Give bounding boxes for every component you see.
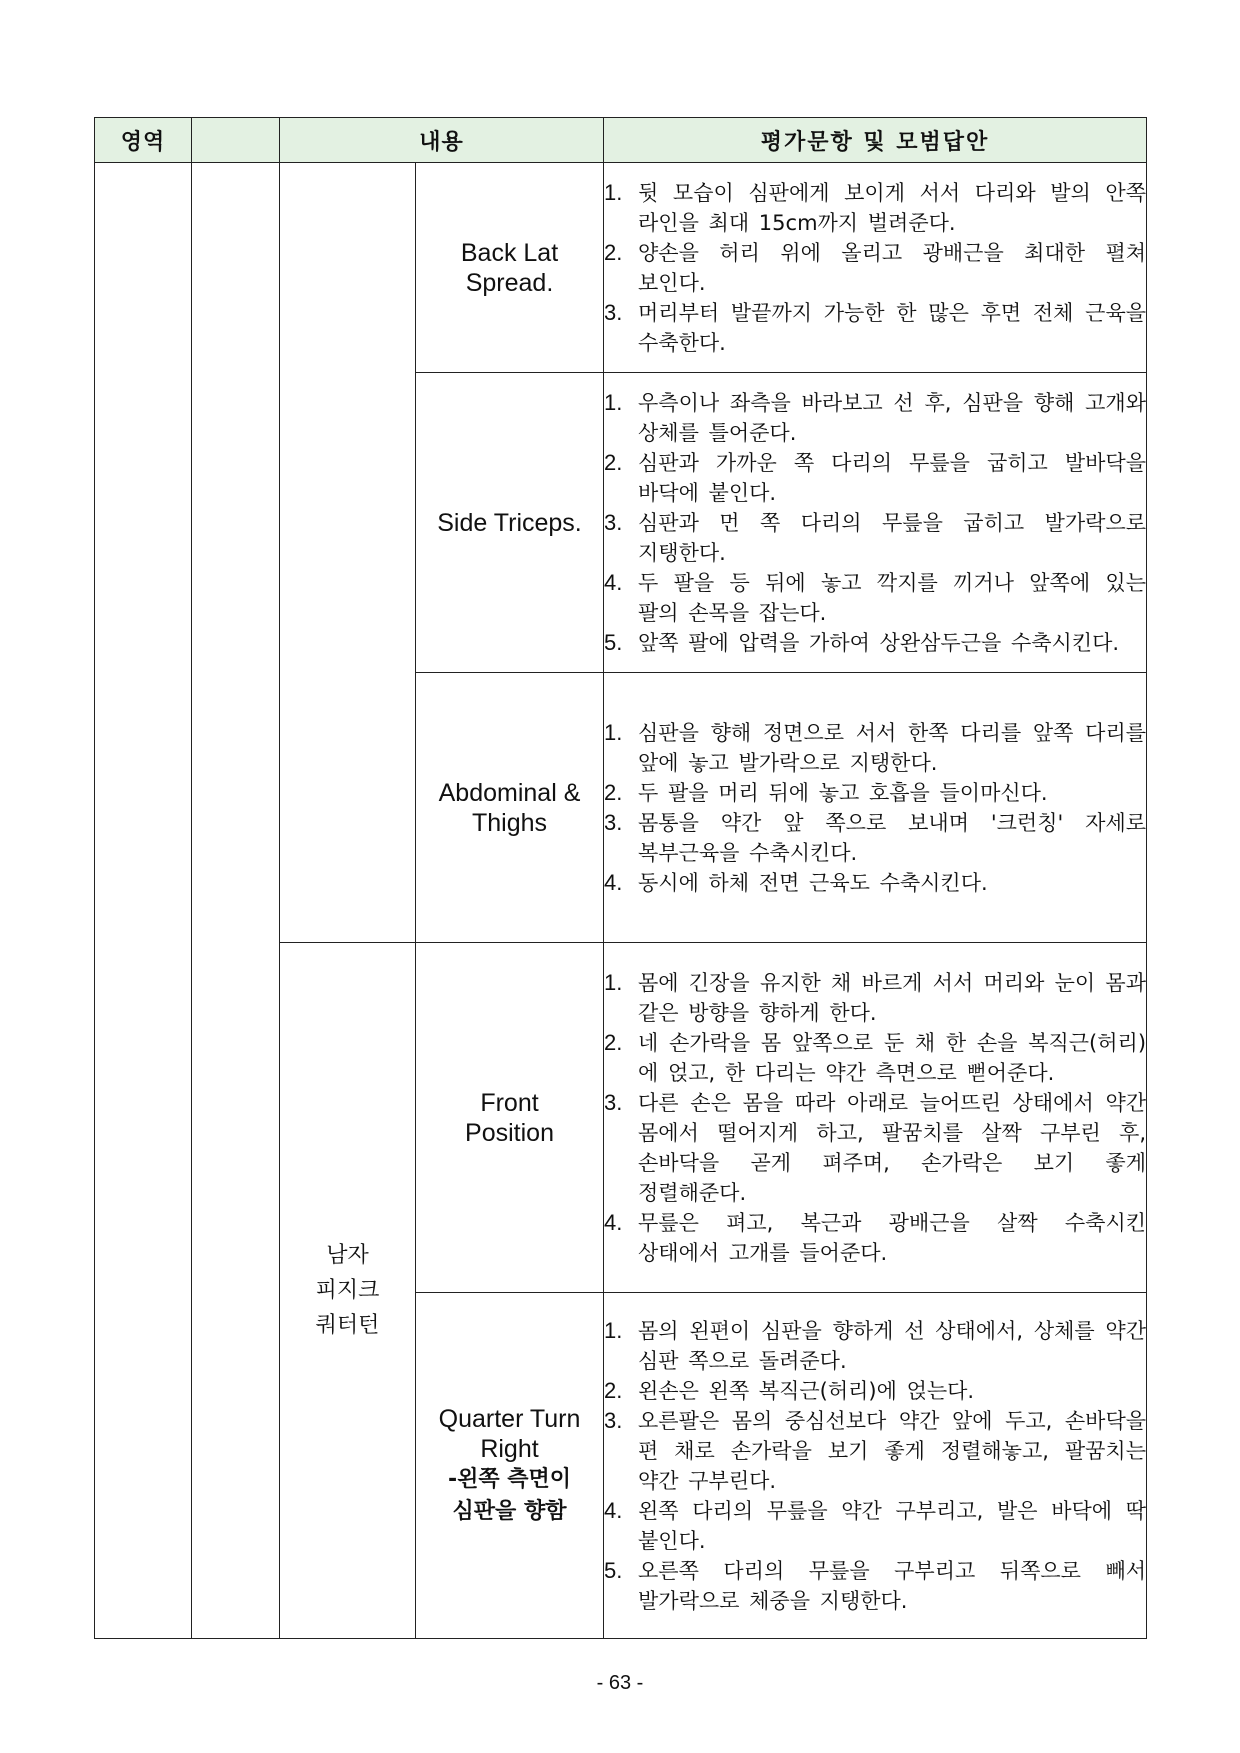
steps-cell — [604, 673, 1147, 943]
category-line: 남자 — [326, 1243, 369, 1268]
steps-cell — [604, 1293, 1147, 1639]
pose-name — [416, 673, 604, 943]
evaluation-table — [94, 117, 1147, 1639]
step-item — [604, 448, 1146, 508]
step-text: 오른팔은 몸의 중심선보다 약간 앞에 두고, 손바닥을 편 채로 손가락을 보기 좋게 정렬해놓고, 팔꿈치는 약간 구부린다. — [638, 1408, 1147, 1493]
pose-name-line: Front — [480, 1088, 539, 1117]
pose-name-line: Position — [465, 1118, 554, 1147]
step-item — [604, 718, 1146, 778]
step-item — [604, 1556, 1146, 1616]
table-row — [95, 163, 1147, 373]
pose-name-line: Abdominal & — [438, 778, 581, 807]
step-item — [604, 298, 1146, 358]
step-number: 3. — [604, 509, 623, 535]
area-cell — [95, 163, 192, 1639]
step-item — [604, 1088, 1146, 1208]
step-number: 3. — [604, 1407, 623, 1433]
steps-cell — [604, 943, 1147, 1293]
step-item — [604, 508, 1146, 568]
pose-name-line: Back Lat — [460, 238, 559, 267]
steps-list — [604, 1316, 1146, 1616]
step-number: 3. — [604, 1089, 623, 1115]
step-item — [604, 1028, 1146, 1088]
step-text: 뒷 모습이 심판에게 보이게 서서 다리와 발의 안쪽 라인을 최대 15cm까지 벌려준다. — [638, 180, 1147, 235]
pose-subtitle-line: 심판을 향함 — [452, 1498, 567, 1524]
step-item — [604, 868, 1146, 898]
step-item — [604, 238, 1146, 298]
pose-name — [416, 1293, 604, 1639]
step-item — [604, 1208, 1146, 1268]
step-number: 2. — [604, 1029, 623, 1055]
step-number: 4. — [604, 569, 623, 595]
step-item — [604, 388, 1146, 448]
step-number: 2. — [604, 1377, 623, 1403]
pose-name — [416, 163, 604, 373]
step-number: 3. — [604, 809, 623, 835]
steps-list — [604, 178, 1146, 358]
step-item — [604, 568, 1146, 628]
step-number: 1. — [604, 1317, 623, 1343]
step-text: 왼손은 왼쪽 복직근(허리)에 얹는다. — [638, 1378, 975, 1403]
category-cell — [280, 163, 416, 943]
step-item — [604, 968, 1146, 1028]
step-number: 5. — [604, 1557, 623, 1583]
step-text: 왼쪽 다리의 무릎을 약간 구부리고, 발은 바닥에 딱 붙인다. — [638, 1498, 1147, 1553]
step-number: 1. — [604, 969, 623, 995]
step-number: 5. — [604, 629, 623, 655]
pose-name-line: Right — [480, 1434, 539, 1463]
pose-name-line: Thighs — [471, 808, 548, 837]
step-number: 2. — [604, 779, 623, 805]
step-number: 2. — [604, 239, 623, 265]
step-item — [604, 178, 1146, 238]
step-number: 1. — [604, 719, 623, 745]
step-text: 다른 손은 몸을 따라 아래로 늘어뜨린 상태에서 약간 몸에서 떨어지게 하고, 팔꿈치를 살짝 구부린 후, 손바닥을 곧게 펴주며, 손가락은 보기 좋게 정렬해준다. — [638, 1090, 1147, 1205]
step-text: 두 팔을 머리 뒤에 놓고 호흡을 들이마신다. — [638, 780, 1048, 805]
steps-list — [604, 388, 1146, 658]
step-item — [604, 808, 1146, 868]
header-evaluation: 평가문항 및 모범답안 — [604, 118, 1147, 163]
step-item — [604, 1316, 1146, 1376]
step-item — [604, 1376, 1146, 1406]
step-text: 심판과 가까운 쪽 다리의 무릎을 굽히고 발바닥을 바닥에 붙인다. — [638, 450, 1147, 505]
step-text: 심판과 먼 쪽 다리의 무릎을 굽히고 발가락으로 지탱한다. — [638, 510, 1147, 565]
steps-list — [604, 968, 1146, 1268]
step-text: 몸의 왼편이 심판을 향하게 선 상태에서, 상체를 약간 심판 쪽으로 돌려준다. — [638, 1318, 1147, 1373]
step-item — [604, 628, 1146, 658]
category-line: 피지크 — [315, 1278, 380, 1303]
step-number: 3. — [604, 299, 623, 325]
pose-name — [416, 943, 604, 1293]
category-line: 쿼터턴 — [315, 1313, 380, 1338]
category-cell — [280, 943, 416, 1639]
step-text: 우측이나 좌측을 바라보고 선 후, 심판을 향해 고개와 상체를 틀어준다. — [638, 390, 1147, 445]
step-text: 앞쪽 팔에 압력을 가하여 상완삼두근을 수축시킨다. — [638, 630, 1120, 655]
header-area: 영역 — [95, 118, 192, 163]
pose-subtitle-line: -왼쪽 측면이 — [447, 1466, 572, 1492]
step-text: 오른쪽 다리의 무릎을 구부리고 뒤쪽으로 빼서 발가락으로 체중을 지탱한다. — [638, 1558, 1147, 1613]
table-header-row — [95, 118, 1147, 163]
step-number: 1. — [604, 389, 623, 415]
steps-cell — [604, 373, 1147, 673]
steps-list — [604, 718, 1146, 898]
step-text: 두 팔을 등 뒤에 놓고 깍지를 끼거나 앞쪽에 있는 팔의 손목을 잡는다. — [638, 570, 1147, 625]
step-item — [604, 1496, 1146, 1556]
step-text: 머리부터 발끝까지 가능한 한 많은 후면 전체 근육을 수축한다. — [638, 300, 1147, 355]
steps-cell — [604, 163, 1147, 373]
pose-name-line: Quarter Turn — [438, 1404, 581, 1433]
step-number: 4. — [604, 1497, 623, 1523]
pose-name-line: Spread. — [465, 268, 554, 297]
step-text: 동시에 하체 전면 근육도 수축시킨다. — [638, 870, 988, 895]
step-text: 몸에 긴장을 유지한 채 바르게 서서 머리와 눈이 몸과 같은 방향을 향하게 한다. — [638, 970, 1147, 1025]
step-text: 네 손가락을 몸 앞쪽으로 둔 채 한 손을 복직근(허리)에 얹고, 한 다리는 약간 측면으로 뻗어준다. — [638, 1030, 1147, 1085]
pose-name — [416, 373, 604, 673]
header-blank — [192, 118, 280, 163]
step-text: 양손을 허리 위에 올리고 광배근을 최대한 펼쳐 보인다. — [638, 240, 1147, 295]
sub-area-cell — [192, 163, 280, 1639]
pose-name-line: Side Triceps. — [437, 508, 582, 537]
step-item — [604, 778, 1146, 808]
step-number: 1. — [604, 179, 623, 205]
step-text: 몸통을 약간 앞 쪽으로 보내며 '크런칭' 자세로 복부근육을 수축시킨다. — [638, 810, 1147, 865]
step-number: 4. — [604, 1209, 623, 1235]
step-number: 4. — [604, 869, 623, 895]
step-text: 무릎은 펴고, 복근과 광배근을 살짝 수축시킨 상태에서 고개를 들어준다. — [638, 1210, 1147, 1265]
page-number: - 63 - — [596, 1672, 644, 1694]
step-text: 심판을 향해 정면으로 서서 한쪽 다리를 앞쪽 다리를 앞에 놓고 발가락으로 지탱한다. — [638, 720, 1147, 775]
header-content: 내용 — [280, 118, 604, 163]
step-number: 2. — [604, 449, 623, 475]
step-item — [604, 1406, 1146, 1496]
